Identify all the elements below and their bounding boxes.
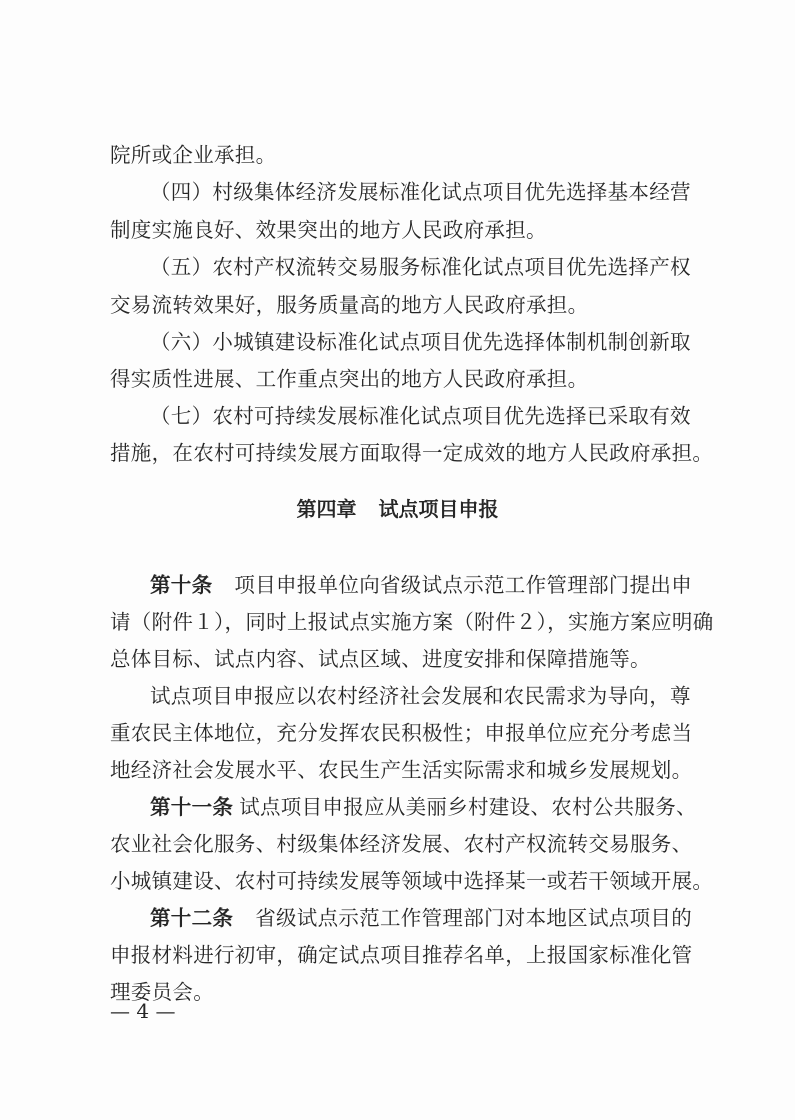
text-line: 交易流转效果好，服务质量高的地方人民政府承担。 (110, 293, 589, 317)
text-line: 院所或企业承担。 (110, 143, 277, 167)
article-text: 试点项目申报应从美丽乡村建设、农村公共服务、 (239, 795, 697, 819)
article-line (150, 903, 693, 933)
text-line: 地经济社会发展水平、农民生产生活实际需求和城乡发展规划。 (110, 758, 693, 782)
article-text: 省级试点示范工作管理部门对本地区试点项目的 (255, 906, 693, 930)
text-line: 试点项目申报应以农村经济社会发展和农民需求为导向，尊 (150, 684, 691, 708)
text-line: （五）农村产权流转交易服务标准化试点项目优先选择产权 (150, 255, 691, 279)
text-line: （六）小城镇建设标准化试点项目优先选择体制机制创新取 (150, 330, 691, 354)
article-line (150, 570, 693, 600)
text-line: 措施，在农村可持续发展方面取得一定成效的地方人民政府承担。 (110, 441, 714, 465)
article-label: 第十条 (150, 573, 213, 597)
text-line: 总体目标、试点内容、试点区域、进度安排和保障措施等。 (110, 647, 651, 671)
text-line: 请（附件１），同时上报试点实施方案（附件２），实施方案应明确 (110, 610, 714, 634)
text-line: 申报材料进行初审，确定试点项目推荐名单，上报国家标准化管 (110, 943, 693, 967)
text-line: 理委员会。 (110, 980, 214, 1004)
article-line (150, 792, 697, 822)
text-line: 制度实施良好、效果突出的地方人民政府承担。 (110, 218, 547, 242)
text-line: 小城镇建设、农村可持续发展等领域中选择某一或若干领域开展。 (110, 869, 714, 893)
article-label: 第十一条 (150, 795, 234, 819)
chapter-number: 第四章 (296, 497, 357, 521)
text-line: 重农民主体地位，充分发挥农民积极性；申报单位应充分考虑当 (110, 721, 693, 745)
text-line: 得实质性进展、工作重点突出的地方人民政府承担。 (110, 367, 589, 391)
text-line: 农业社会化服务、村级集体经济发展、农村产权流转交易服务、 (110, 832, 693, 856)
article-text: 项目申报单位向省级试点示范工作管理部门提出申 (234, 573, 693, 597)
chapter-heading (0, 494, 795, 524)
text-line: （四）村级集体经济发展标准化试点项目优先选择基本经营 (150, 180, 691, 204)
chapter-title: 试点项目申报 (378, 497, 499, 521)
page-number: — 4 — (110, 999, 176, 1023)
text-line: （七）农村可持续发展标准化试点项目优先选择已采取有效 (150, 404, 691, 428)
article-label: 第十二条 (150, 906, 234, 930)
